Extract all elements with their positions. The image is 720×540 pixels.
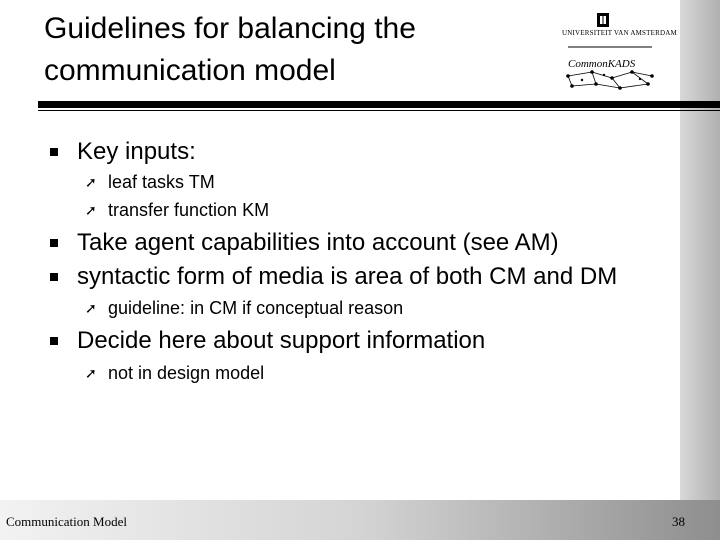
arrow-sub-bullet-icon: ➚	[85, 300, 97, 316]
commonkads-network-logo	[562, 12, 677, 94]
sub-bullet-text: transfer function KM	[108, 199, 270, 220]
bullet-key-inputs	[50, 137, 196, 167]
slide-title	[44, 8, 524, 92]
bullet-text: syntactic form of media is area of both CM and DM	[77, 263, 618, 290]
right-side-strip	[680, 0, 720, 540]
sub-bullet-transfer-function	[85, 198, 269, 222]
arrow-sub-bullet-icon: ➚	[85, 365, 97, 381]
sub-bullet-text: leaf tasks TM	[108, 171, 215, 192]
square-bullet-icon	[50, 273, 58, 281]
bullet-text: Take agent capabilities into account (see AM)	[77, 229, 559, 256]
bullet-text: Key inputs:	[77, 138, 196, 165]
bullet-text: Decide here about support information	[77, 327, 486, 354]
logo-area	[562, 12, 677, 94]
sub-bullet-guideline	[85, 296, 403, 320]
square-bullet-icon	[50, 337, 58, 345]
page-number: 38	[672, 514, 685, 529]
title-rule-thin	[38, 110, 720, 111]
bullet-agent-capabilities	[50, 228, 559, 258]
bullet-support-information	[50, 326, 485, 356]
sub-bullet-text: not in design model	[108, 362, 265, 383]
arrow-sub-bullet-icon: ➚	[85, 174, 97, 190]
university-label: UNIVERSITEIT VAN AMSTERDAM	[562, 29, 677, 37]
title-rule	[38, 101, 720, 108]
arrow-sub-bullet-icon: ➚	[85, 202, 97, 218]
commonkads-label: CommonKADS	[568, 58, 636, 70]
sub-bullet-text: guideline: in CM if conceptual reason	[108, 297, 404, 318]
title-line-1: Guidelines for balancing the	[44, 12, 416, 45]
sub-bullet-leaf-tasks	[85, 170, 215, 194]
square-bullet-icon	[50, 148, 58, 156]
square-bullet-icon	[50, 239, 58, 247]
bullet-syntactic-form	[50, 262, 617, 292]
footer-label: Communication Model	[6, 514, 127, 529]
sub-bullet-not-in-design	[85, 361, 264, 385]
title-line-2: communication model	[44, 54, 336, 87]
